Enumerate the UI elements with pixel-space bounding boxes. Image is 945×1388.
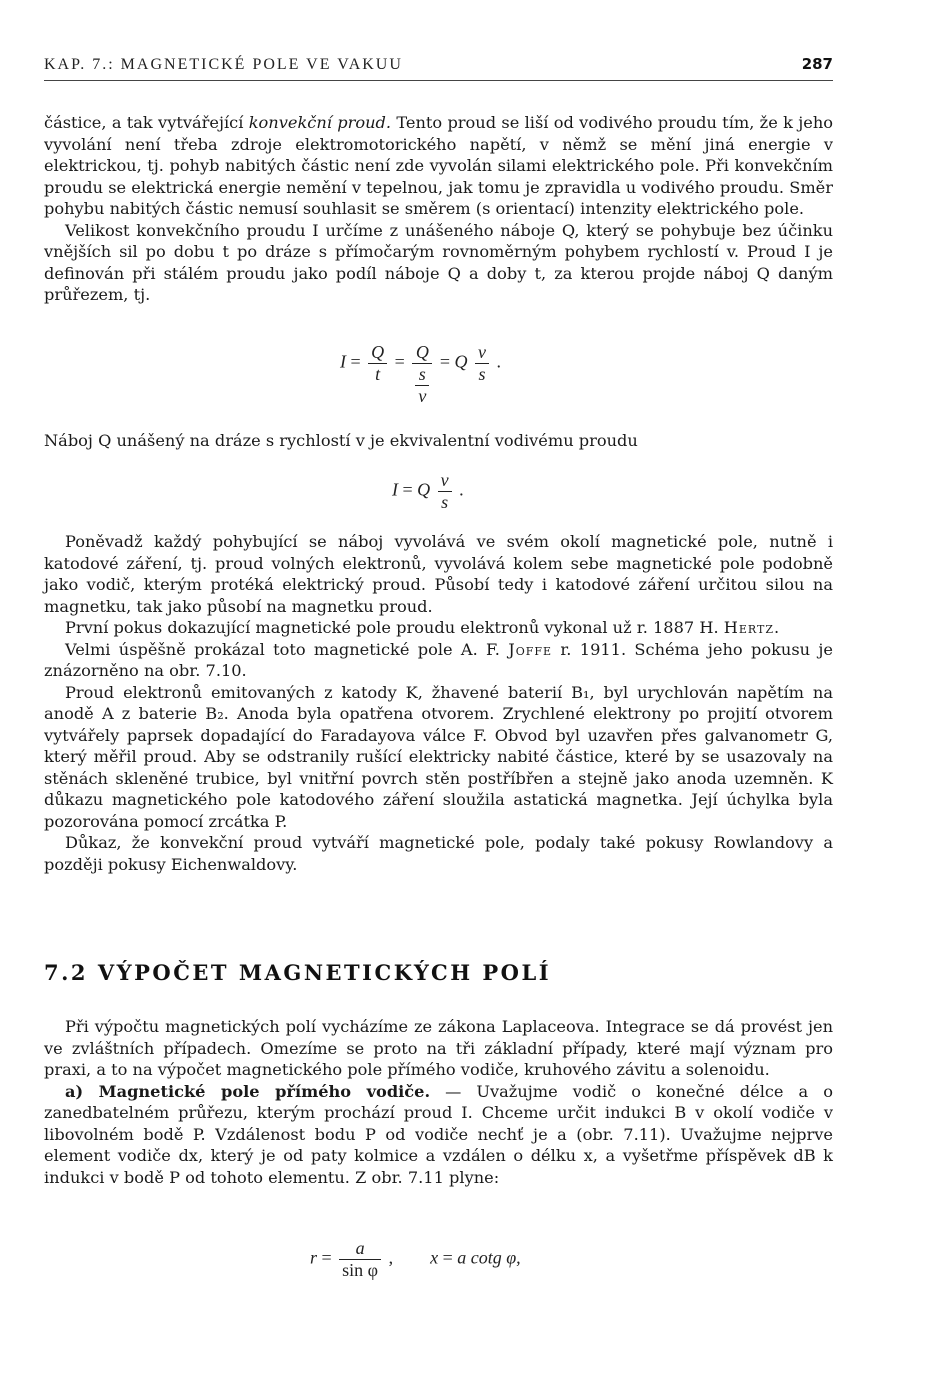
section-heading: 7.2 VÝPOČET MAGNETICKÝCH POLÍ [44,960,552,985]
eq-symbol: Q [417,479,431,500]
eq-sign: = [442,1247,453,1268]
text-span: — Uvažujme vodič o konečné délce a o zanedbatelném průřezu, kterým prochází proud I. Chceme určit indukci B v okolí vodiče v libovolném bodě P. Vzdálenost bodu P od vodiče nechť je a (obr. 7.11). Uvažujme nejprve element vodiče dx, který je od paty kolmice a vzdálen o délku x, a vyšetřme příspěvek dB k indukci v bodě P od tohoto elementu. Z obr. 7.11 plyne: [44,1081,833,1187]
eq-sign: = [402,479,413,500]
text-block-katodove-zareni [44,531,833,875]
denominator: sin φ [339,1259,381,1281]
paragraph-joffe [44,639,833,682]
paragraph-velikost-proudu: Velikost konvekčního proudu I určíme z unášeného náboje Q, který se pohybuje bez účinku vnějších sil po dobu t po dráze s přímočarým rovnoměrným pohybem rychlostí v. Proud I je definován při stálém proudu jako podíl náboje Q a doby t, za kterou projde náboj Q daným průřezem, tj. [44,220,833,304]
paragraph-experiment: Proud elektronů emitovaných z katody K, žhavené baterií B₁, byl urychlován napětím na anodě A z baterie B₂. Anoda byla opatřena otvorem. Zrychlené elektrony po projití otvorem vytvářely paprsek dopadající do Faradayova válce F. Obvod byl uzavřen přes galvanometr G, který měřil proud. Aby se odstranily rušící elektricky nabité částice, které by se usazovaly na stěnách skleněné trubice, byl vnitřní povrch stěn postříbřen a stejně jako anoda uzemněn. K důkazu magnetického pole katodového záření sloužila astatická magnetka. Její úchylka byla pozorována pomocí zrcátka P. [44,682,833,831]
fraction-s-over-v [415,364,429,407]
text-block-intro [44,112,833,306]
paragraph-primy-vodic [44,1081,833,1189]
text-span: r. 1911. Schéma jeho pokusu je znázorněno na obr. 7.10. [44,639,833,680]
fraction-a-over-sin [339,1238,381,1281]
text-span: První pokus dokazující magnetické pole proudu elektronů vykonal už r. 1887 H. [65,618,724,637]
text-span: Tento proud se liší od vodivého proudu tím, že k jeho vyvolání není třeba zdroje elektromotorického napětí, v němž se mění jiná energie v elektrickou, tj. pohyb nabitých částic není zde vyvolán silami elektrického pole. Při konvekčním proudu se elektrická energie nemění v tepelnou, jak tomu je zpravidla u vodivého proudu. Směr pohybu nabitých částic nemusí souhlasit se směrem (s orientací) intenzity elektrického pole. [44,113,833,218]
fraction-q-over-t [368,342,387,385]
eq-sign: = [394,351,405,372]
numerator: Q [371,342,385,362]
fraction-q-over-s-over-v [412,342,432,407]
text-block-section [44,1016,833,1188]
denominator: s [475,363,489,385]
paragraph-rowland: Důkaz, že konvekční proud vytváří magnetické pole, podaly také pokusy Rowlandovy a později pokusy Eichenwaldovy. [44,833,833,874]
author-name: Hertz [723,618,774,637]
equation-r-and-x [310,1238,521,1281]
numerator: v [440,470,449,490]
page-number: 287 [801,55,833,73]
eq-symbol: Q [454,351,468,372]
text-span: Velmi úspěšně prokázal toto magnetické pole A. F. [65,639,509,659]
equation-equivalent-current [392,470,464,513]
numerator: s [418,364,426,384]
author-name: Joffe [508,639,553,659]
paragraph-ponevadz: Poněvadž každý pohybující se náboj vyvolává ve svém okolí magnetické pole, nutně i katodové záření, tj. proud volných elektronů, vyvolává kolem sebe magnetické pole podobně jako vodič, kterým protéká elektrický proud. Působí tedy i katodové záření určitou silou na magnetku, tak jako působí na magnetku proud. [44,532,833,616]
eq-rhs: a cotg φ, [457,1247,521,1268]
text-span: . [773,618,780,637]
eq-sign: = [321,1247,332,1268]
fraction-v-over-s [475,342,489,385]
paragraph-laplace: Při výpočtu magnetických polí vycházíme ze zákona Laplaceova. Integrace se dá provést jen ve zvláštních případech. Omezíme se proto na tři základní případy, které mají význam pro praxi, a to na výpočet magnetického pole přímého vodiče, kruhového závitu a solenoidu. [44,1017,833,1079]
denominator: t [368,363,387,385]
paragraph-konvekcni-proud [44,112,833,220]
emphasis-term: konvekční proud. [248,113,392,132]
paragraph-hertz [44,617,833,639]
eq-symbol: I [392,479,398,500]
fraction-v-over-s [438,470,452,513]
numerator: Q [415,342,429,362]
denominator: v [415,385,429,407]
text-span: částice, a tak vytvářející [44,113,249,132]
equation-current-definition [340,342,501,407]
eq-punct: . [459,479,464,500]
numerator: v [477,342,486,362]
header-rule [44,80,833,81]
paragraph-naboj-unaseny: Náboj Q unášený na dráze s rychlostí v je ekvivalentní vodivému proudu [44,431,638,450]
denominator-compound [412,363,432,407]
eq-symbol: r [310,1247,318,1268]
numerator: a [355,1238,365,1258]
eq-punct: . [496,351,501,372]
eq-symbol: I [340,351,346,372]
eq-sign: = [350,351,361,372]
subsection-label: a) Magnetické pole přímého vodiče. [65,1081,431,1101]
denominator: s [438,491,452,513]
eq-punct: , [388,1247,394,1268]
eq-sign: = [439,351,450,372]
running-head: KAP. 7.: MAGNETICKÉ POLE VE VAKUU [44,56,403,73]
text-block-ekvivalent [44,430,833,452]
eq-symbol: x [430,1247,439,1268]
